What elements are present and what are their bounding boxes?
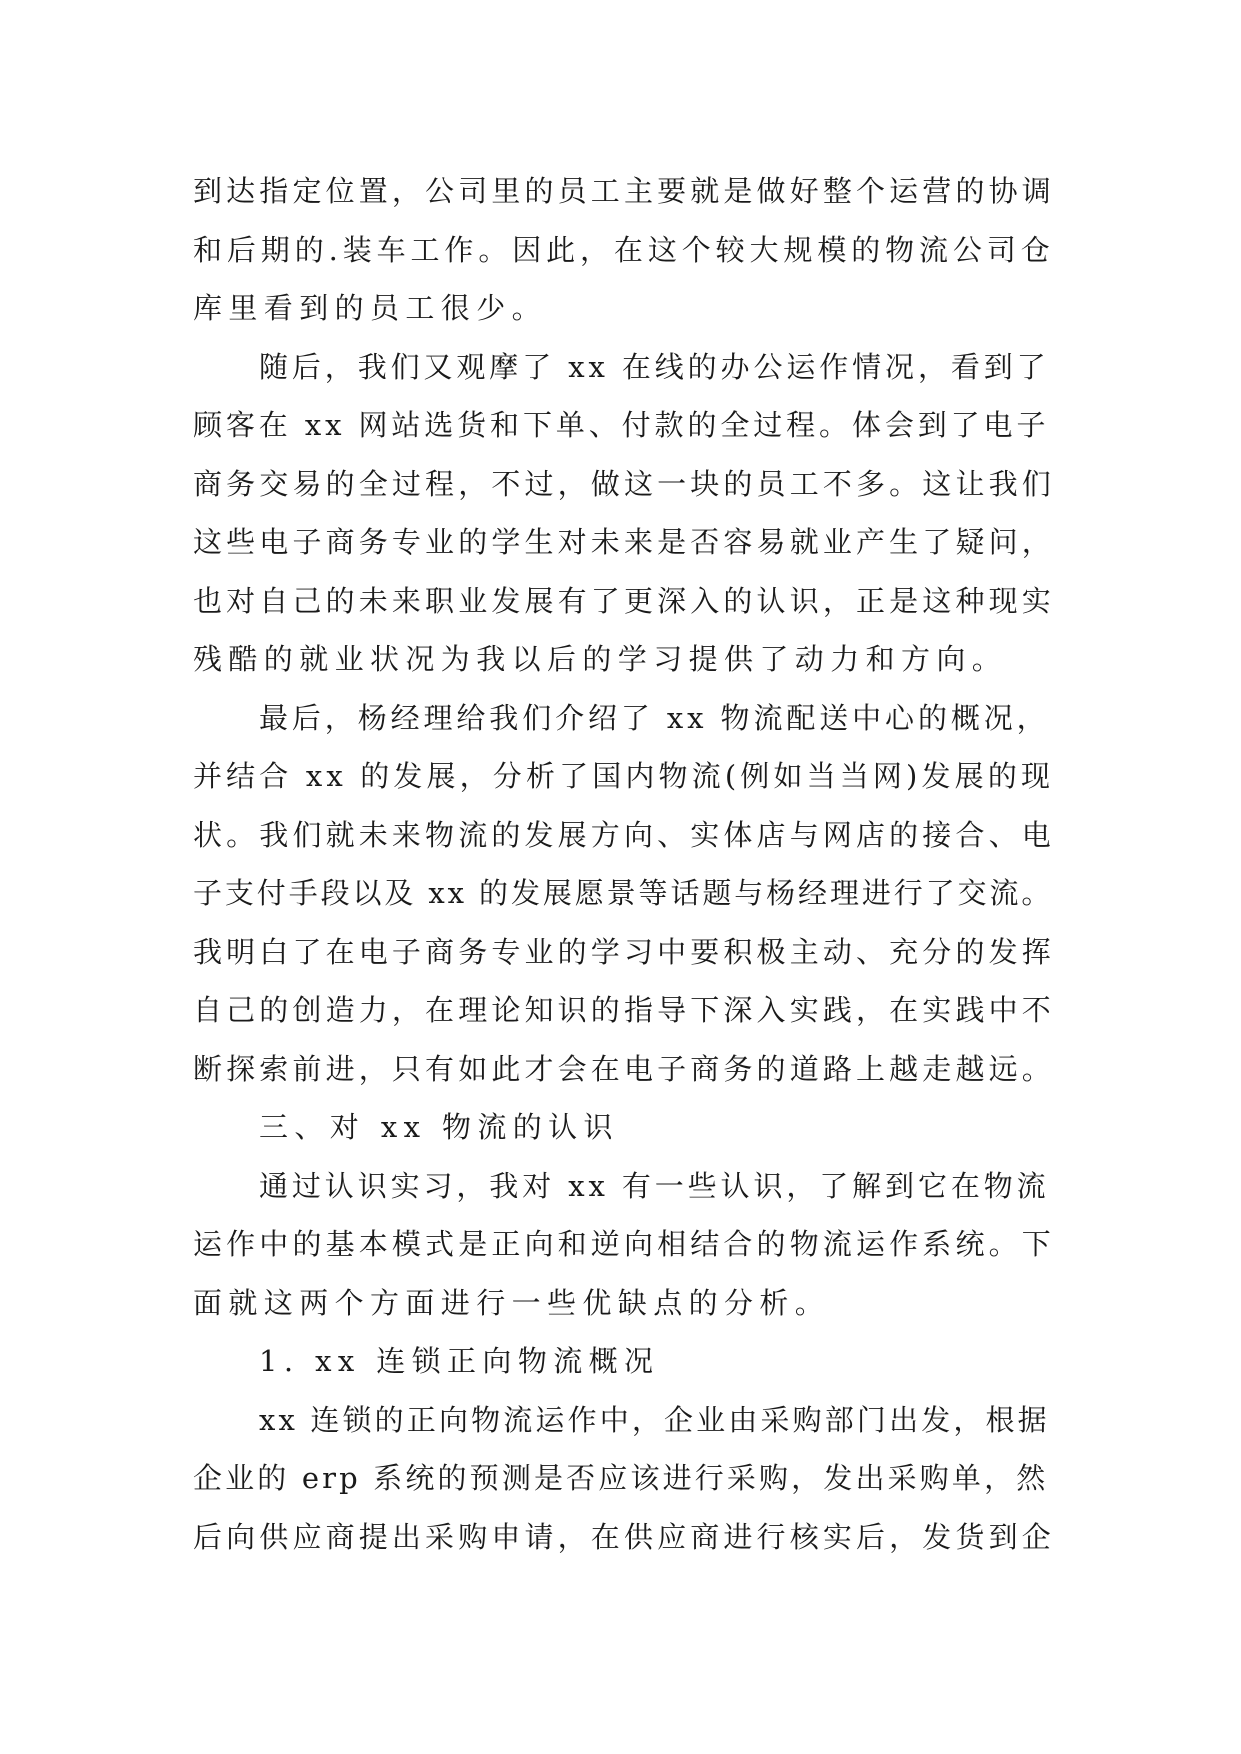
text-line: 库里看到的员工很少。 xyxy=(193,291,548,325)
text-line: 这些电子商务专业的学生对未来是否容易就业产生了疑问， xyxy=(193,525,1055,559)
body-text xyxy=(193,162,1055,1566)
text-line: 顾客在 xx 网站选货和下单、付款的全过程。体会到了电子 xyxy=(193,408,1050,442)
text-line: 自己的创造力，在理论知识的指导下深入实践，在实践中不 xyxy=(193,993,1055,1027)
text-line: 运作中的基本模式是正向和逆向相结合的物流运作系统。下 xyxy=(193,1227,1055,1261)
paragraph-start-line: 最后，杨经理给我们介绍了 xx 物流配送中心的概况， xyxy=(259,700,1050,735)
section-heading: 三、对 xx 物流的认识 xyxy=(259,1110,619,1144)
paragraph-start-line: 随后，我们又观摩了 xx 在线的办公运作情况，看到了 xyxy=(259,349,1050,384)
text-line: 企业的 erp 系统的预测是否应该进行采购，发出采购单，然 xyxy=(193,1461,1049,1495)
text-line: 后向供应商提出采购申请，在供应商进行核实后，发货到企 xyxy=(193,1519,1055,1554)
subsection-heading: 1. xx 连锁正向物流概况 xyxy=(259,1344,660,1378)
paragraph-start-line: 通过认识实习，我对 xx 有一些认识，了解到它在物流 xyxy=(259,1168,1050,1203)
text-line: 和后期的.装车工作。因此，在这个较大规模的物流公司仓 xyxy=(193,232,1055,267)
paragraph-start-line: xx 连锁的正向物流运作中，企业由采购部门出发，根据 xyxy=(259,1402,1050,1437)
text-line: 商务交易的全过程，不过，做这一块的员工不多。这让我们 xyxy=(193,466,1055,501)
text-line: 到达指定位置，公司里的员工主要就是做好整个运营的协调 xyxy=(193,174,1055,208)
text-line: 子支付手段以及 xx 的发展愿景等话题与杨经理进行了交流。 xyxy=(193,876,1054,910)
text-line: 我明白了在电子商务专业的学习中要积极主动、充分的发挥 xyxy=(193,934,1055,969)
text-line: 面就这两个方面进行一些优缺点的分析。 xyxy=(193,1285,831,1320)
text-line: 断探索前进，只有如此才会在电子商务的道路上越走越远。 xyxy=(193,1051,1055,1086)
text-line: 残酷的就业状况为我以后的学习提供了动力和方向。 xyxy=(193,642,1008,676)
text-line: 也对自己的未来职业发展有了更深入的认识，正是这种现实 xyxy=(193,583,1055,618)
text-line: 并结合 xx 的发展，分析了国内物流(例如当当网)发展的现 xyxy=(193,759,1055,793)
text-line: 状。我们就未来物流的发展方向、实体店与网店的接合、电 xyxy=(193,817,1055,852)
